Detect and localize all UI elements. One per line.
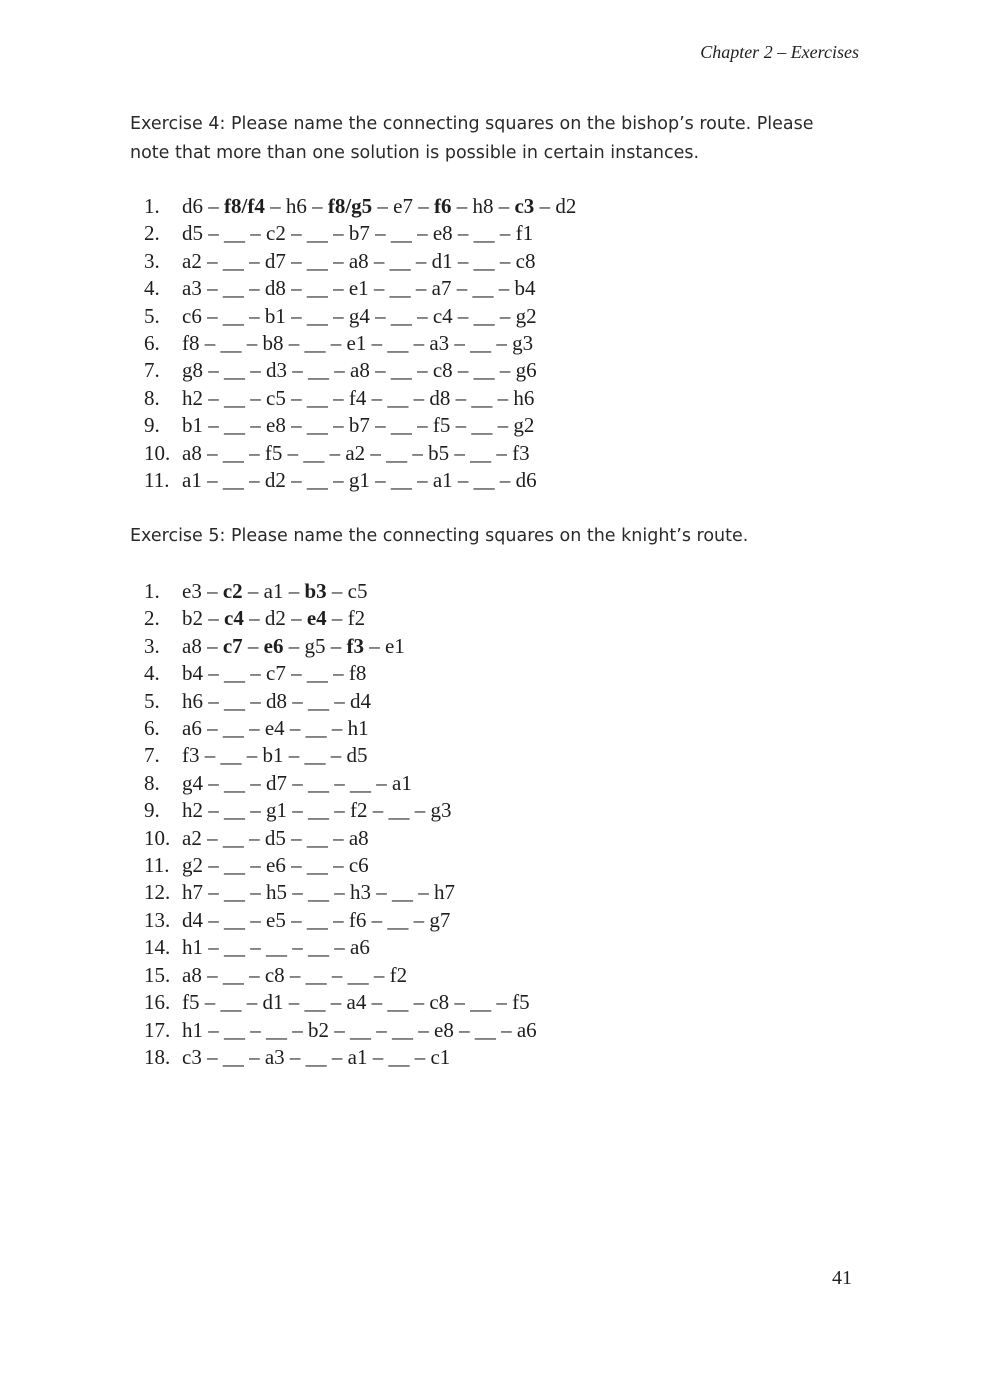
list-item — [144, 797, 537, 824]
item-number: 10. — [144, 825, 171, 850]
item-number: 6. — [144, 331, 160, 356]
route-text — [182, 742, 368, 769]
route-segment: – — [242, 579, 264, 603]
list-item — [144, 633, 537, 660]
answer-square: f6 — [433, 194, 452, 218]
answer-square: e4 — [306, 606, 327, 631]
route-text — [182, 989, 530, 1016]
item-number: 16. — [144, 990, 171, 1015]
route-segment: d2 — [555, 194, 577, 218]
item-number: 7. — [144, 743, 160, 768]
list-item — [144, 440, 576, 467]
route-text — [182, 412, 534, 439]
item-number: 9. — [144, 798, 160, 823]
route-segment: – — [201, 579, 223, 603]
answer-square: b3 — [304, 579, 327, 603]
list-item — [144, 989, 537, 1016]
list-item — [144, 688, 537, 715]
item-number: 10. — [144, 440, 171, 465]
item-number: 11. — [144, 468, 170, 493]
answer-square: c2 — [222, 579, 243, 603]
route-segment: – — [326, 579, 348, 603]
route-segment: h1 – __ – __ – __ – a6 — [182, 935, 370, 960]
list-item — [144, 1044, 537, 1071]
route-segment: h2 – __ – c5 – __ – f4 – __ – d8 – __ – h6 — [182, 385, 535, 410]
list-item — [144, 879, 537, 906]
route-segment: – — [372, 194, 394, 218]
route-text — [182, 770, 412, 797]
item-number: 11. — [144, 853, 170, 878]
route-segment: c3 – __ – a3 – __ – a1 – __ – c1 — [182, 1044, 451, 1069]
route-segment: f3 – __ – b1 – __ – d5 — [182, 743, 368, 768]
route-text — [182, 660, 366, 687]
answer-square: f3 — [346, 633, 364, 658]
list-item — [144, 220, 576, 247]
list-item — [144, 825, 537, 852]
list-item — [144, 330, 576, 357]
route-text — [182, 907, 450, 934]
list-item — [144, 742, 537, 769]
route-segment: – — [363, 633, 385, 658]
route-segment: – — [493, 194, 515, 218]
route-text — [182, 1044, 450, 1071]
answer-square: e6 — [263, 633, 284, 658]
item-number: 17. — [144, 1017, 171, 1042]
route-segment: – — [325, 633, 347, 658]
list-item — [144, 385, 576, 412]
route-segment: – — [242, 633, 264, 658]
route-segment: f8 – __ – b8 – __ – e1 – __ – a3 – __ – g3 — [182, 331, 534, 356]
knight-route-list — [144, 578, 537, 1071]
route-segment: g5 — [304, 633, 326, 658]
list-item — [144, 412, 576, 439]
route-segment: g8 – __ – d3 – __ – a8 – __ – c8 – __ – g6 — [182, 358, 537, 383]
route-segment: e1 — [384, 633, 405, 658]
item-number: 7. — [144, 358, 160, 383]
route-text — [182, 275, 535, 302]
list-item — [144, 715, 537, 742]
route-segment: – — [203, 606, 224, 631]
route-segment: – — [306, 194, 328, 218]
route-segment: – — [283, 579, 305, 603]
route-text — [182, 330, 533, 357]
item-number: 15. — [144, 962, 171, 987]
list-item — [144, 852, 537, 879]
route-segment: d2 — [264, 606, 286, 631]
list-item — [144, 467, 576, 494]
list-item — [144, 248, 576, 275]
answer-square: f8/f4 — [224, 194, 265, 218]
route-segment: h1 – __ – __ – b2 – __ – __ – e8 – __ – a6 — [182, 1017, 537, 1042]
item-number: 5. — [144, 688, 160, 713]
route-segment: a1 — [263, 579, 284, 603]
item-number: 3. — [144, 633, 160, 658]
list-item — [144, 275, 576, 302]
list-item — [144, 303, 576, 330]
item-number: 13. — [144, 907, 171, 932]
route-segment: – — [534, 194, 556, 218]
route-text — [182, 715, 369, 742]
route-text — [182, 248, 535, 275]
route-segment: a8 – __ – f5 – __ – a2 – __ – b5 – __ – f3 — [182, 440, 530, 465]
answer-square: f8/g5 — [327, 194, 373, 218]
item-number: 12. — [144, 880, 171, 905]
route-segment: d5 – __ – c2 – __ – b7 – __ – e8 – __ – f1 — [182, 221, 534, 246]
route-text — [182, 357, 537, 384]
item-number: 18. — [144, 1044, 171, 1069]
route-segment: c6 – __ – b1 – __ – g4 – __ – c4 – __ – g2 — [182, 303, 537, 328]
route-text — [182, 934, 370, 961]
route-segment: b1 – __ – e8 – __ – b7 – __ – f5 – __ – g2 — [182, 413, 535, 438]
route-text — [182, 879, 455, 906]
route-segment: g4 – __ – d7 – __ – __ – a1 — [182, 770, 412, 795]
route-text — [182, 193, 576, 220]
route-segment: – — [264, 194, 286, 218]
answer-square: c7 — [222, 633, 243, 658]
route-segment: e3 — [182, 579, 202, 603]
item-number: 8. — [144, 385, 160, 410]
route-segment: b4 – __ – c7 – __ – f8 — [182, 661, 367, 686]
item-number: 8. — [144, 770, 160, 795]
route-text — [182, 467, 537, 494]
route-segment: d4 – __ – e5 – __ – f6 – __ – g7 — [182, 907, 451, 932]
item-number: 3. — [144, 248, 160, 273]
list-item — [144, 934, 537, 961]
route-segment: – — [203, 194, 224, 218]
list-item — [144, 357, 576, 384]
route-segment: h6 — [285, 194, 307, 218]
bishop-route-list — [144, 193, 576, 494]
item-number: 4. — [144, 661, 160, 686]
list-item — [144, 605, 537, 632]
list-item — [144, 578, 537, 605]
running-header: Chapter 2 – Exercises — [700, 42, 859, 62]
route-segment: a1 – __ – d2 – __ – g1 – __ – a1 – __ – d6 — [182, 468, 537, 493]
list-item — [144, 962, 537, 989]
route-segment: – — [451, 194, 473, 218]
route-segment: a2 – __ – d5 – __ – a8 — [182, 825, 369, 850]
item-number: 1. — [144, 579, 160, 603]
route-segment: a6 – __ – e4 – __ – h1 — [182, 716, 369, 741]
route-segment: – — [243, 606, 265, 631]
route-segment: a8 – __ – c8 – __ – __ – f2 — [182, 962, 408, 987]
route-text — [182, 220, 533, 247]
route-text — [182, 688, 371, 715]
item-number: 4. — [144, 276, 160, 301]
route-text — [182, 578, 368, 605]
route-text — [182, 633, 405, 660]
item-number: 2. — [144, 606, 160, 631]
list-item — [144, 1017, 537, 1044]
route-text — [182, 852, 369, 879]
item-number: 9. — [144, 413, 160, 438]
route-segment: f5 – __ – d1 – __ – a4 – __ – c8 – __ – f5 — [182, 990, 530, 1015]
route-segment: a2 – __ – d7 – __ – a8 – __ – d1 – __ – c8 — [182, 248, 536, 273]
route-segment: g2 – __ – e6 – __ – c6 — [182, 853, 369, 878]
route-segment: b2 — [182, 606, 203, 631]
route-segment: – — [326, 606, 348, 631]
route-text — [182, 825, 369, 852]
route-segment: e7 — [393, 194, 413, 218]
route-text — [182, 1017, 537, 1044]
route-text — [182, 605, 365, 632]
route-text — [182, 440, 530, 467]
exercise-5-instructions: Exercise 5: Please name the connecting squares on the knight’s route. — [130, 526, 749, 546]
route-text — [182, 385, 534, 412]
list-item — [144, 660, 537, 687]
route-segment: f2 — [347, 606, 366, 631]
route-segment: a8 — [182, 633, 202, 658]
route-segment: c5 — [347, 579, 368, 603]
page-number: 41 — [832, 1267, 852, 1289]
exercise-4-instructions: Exercise 4: Please name the connecting squares on the bishop’s route. Please note that more than one solution is possible in certain instances. — [130, 114, 814, 163]
route-segment: – — [412, 194, 434, 218]
route-segment: h6 – __ – d8 – __ – d4 — [182, 688, 371, 713]
list-item — [144, 770, 537, 797]
route-text — [182, 962, 407, 989]
route-segment: d6 — [182, 194, 203, 218]
route-segment: – — [201, 633, 223, 658]
route-segment: h8 — [472, 194, 494, 218]
item-number: 5. — [144, 303, 160, 328]
item-number: 6. — [144, 716, 160, 741]
answer-square: c3 — [514, 194, 535, 218]
route-segment: h7 – __ – h5 – __ – h3 – __ – h7 — [182, 880, 455, 905]
list-item — [144, 193, 576, 220]
route-text — [182, 303, 537, 330]
answer-square: c4 — [224, 606, 244, 631]
route-segment: a3 – __ – d8 – __ – e1 – __ – a7 – __ – b4 — [182, 276, 536, 301]
item-number: 2. — [144, 221, 160, 246]
item-number: 14. — [144, 935, 171, 960]
route-text — [182, 797, 452, 824]
route-segment: – — [283, 633, 305, 658]
route-segment: h2 – __ – g1 – __ – f2 – __ – g3 — [182, 798, 452, 823]
route-segment: – — [285, 606, 307, 631]
item-number: 1. — [144, 194, 160, 218]
list-item — [144, 907, 537, 934]
